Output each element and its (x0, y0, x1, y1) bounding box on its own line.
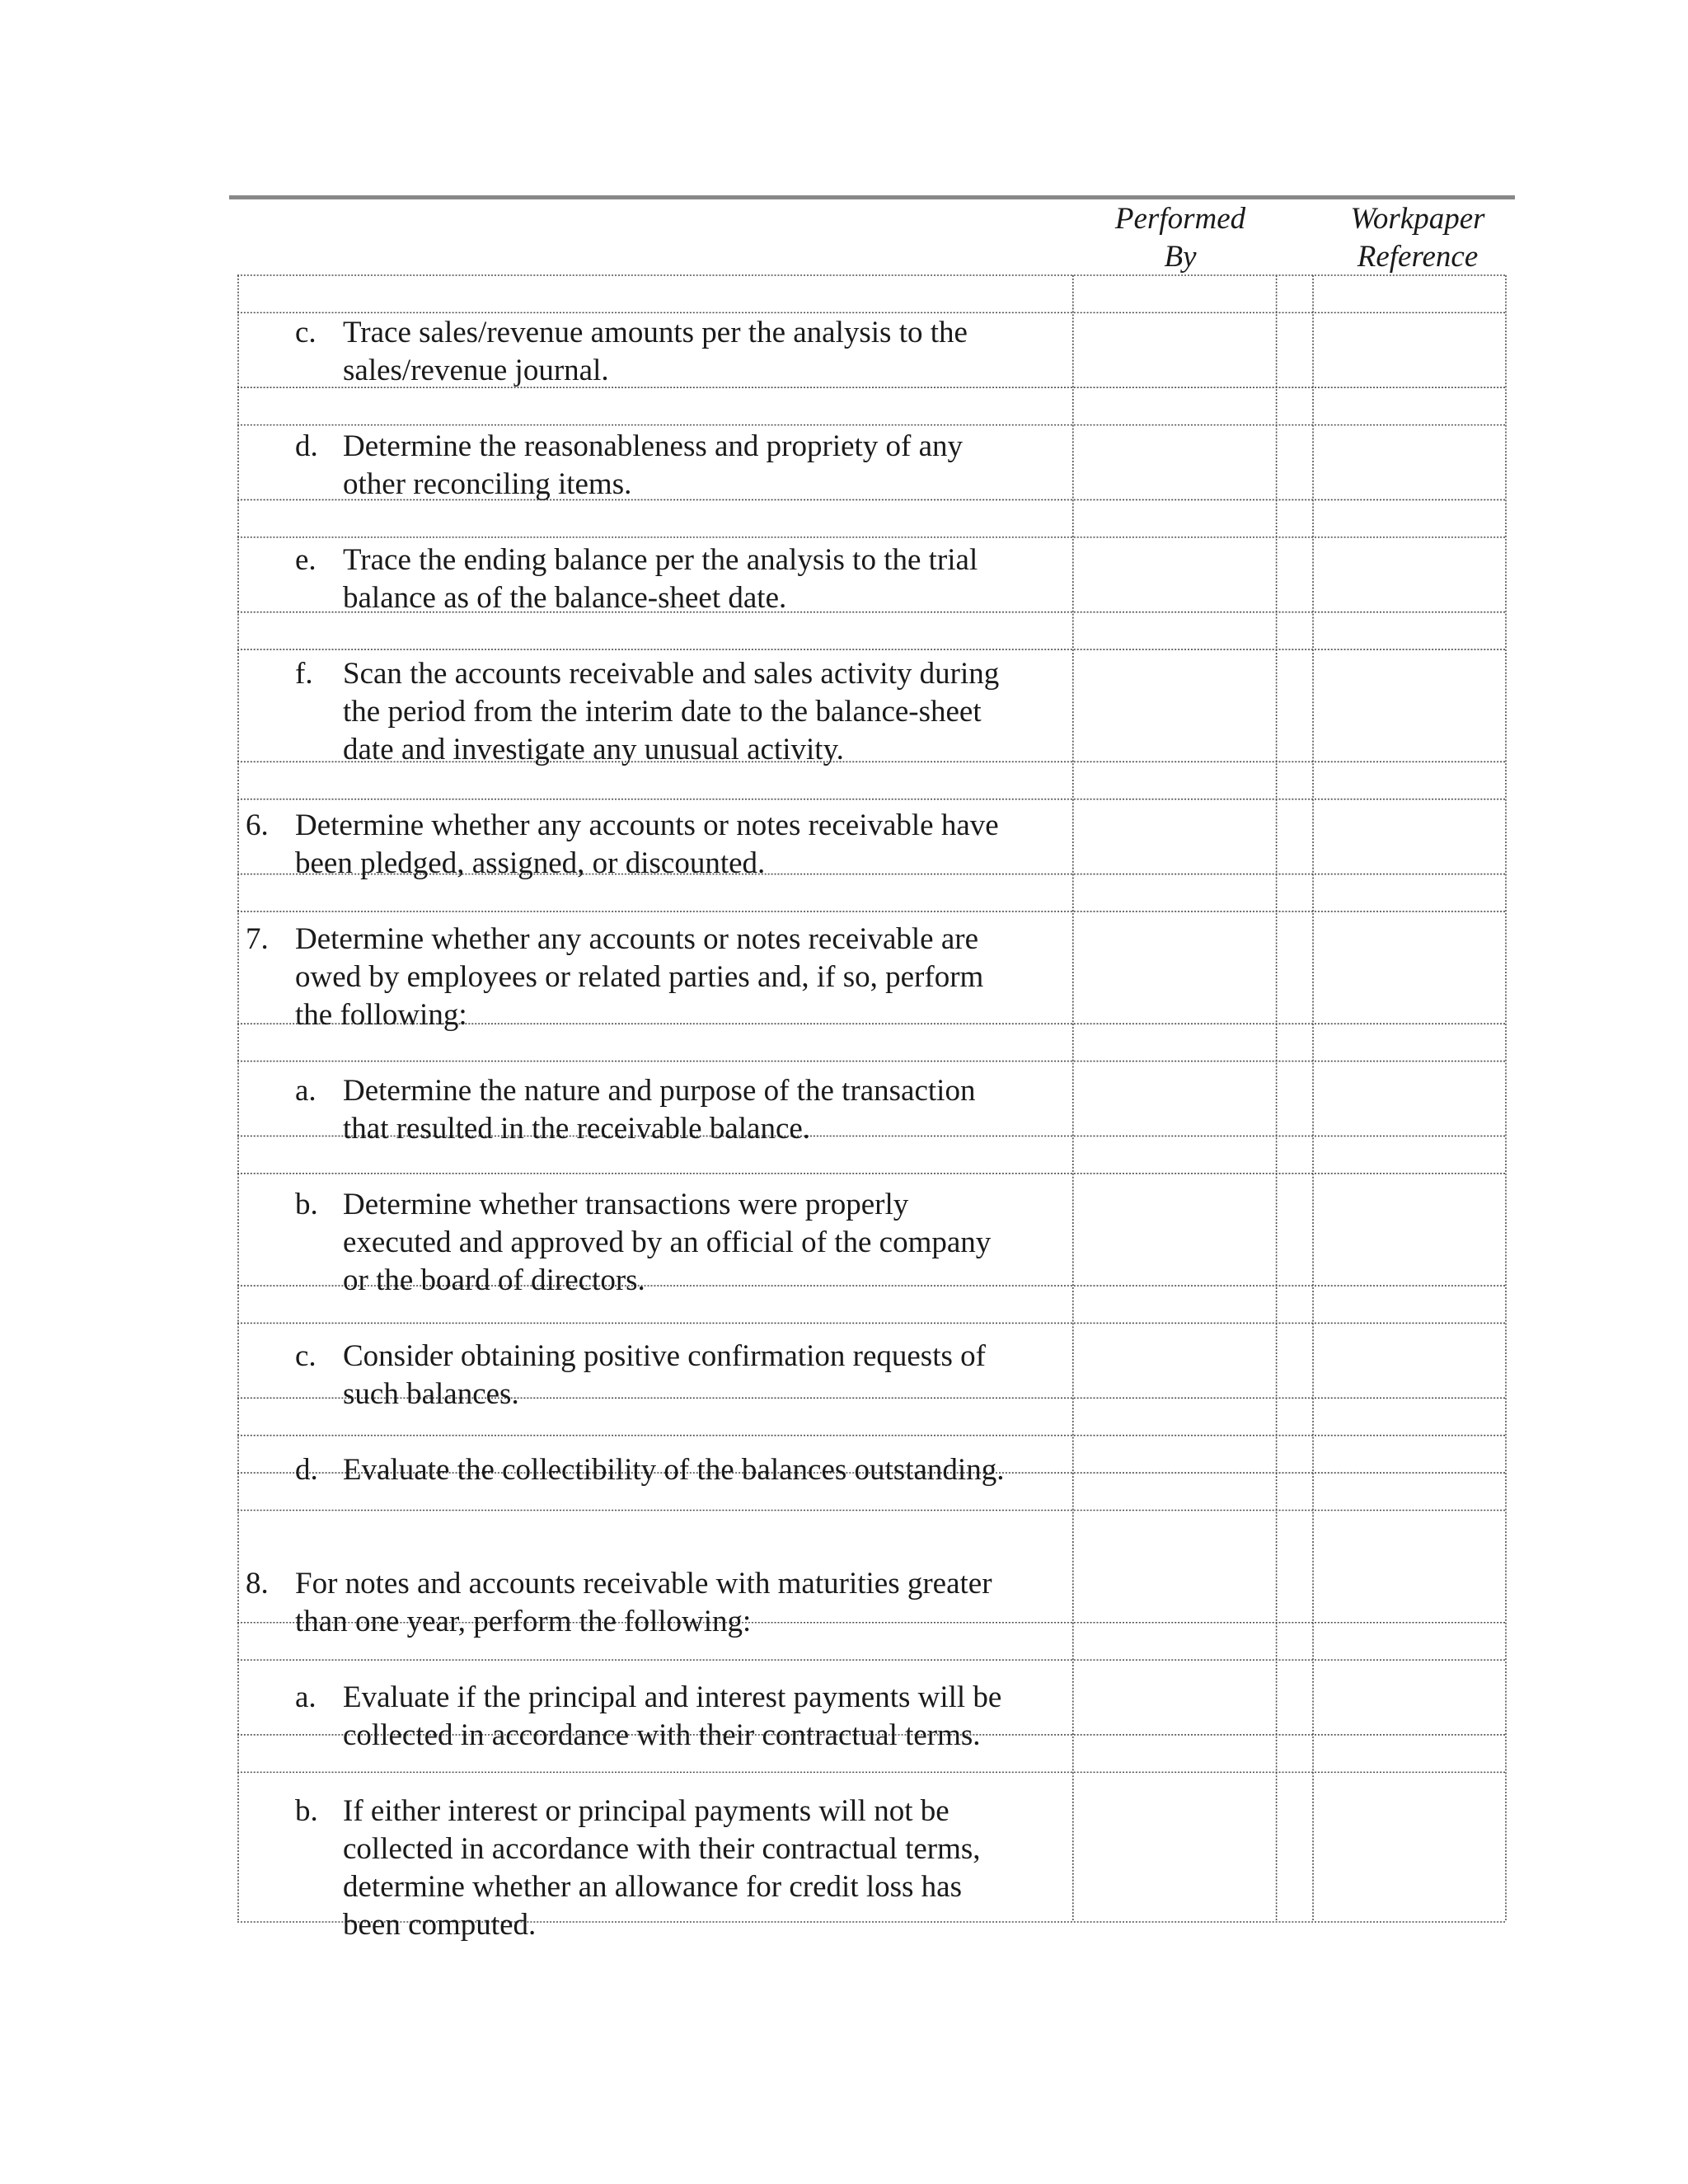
checklist-item-text-line: Determine the nature and purpose of the transaction (343, 1074, 976, 1108)
checklist-item-marker: e. (295, 543, 316, 577)
checklist-item-text-line: For notes and accounts receivable with maturities greater (295, 1567, 992, 1601)
checklist-item (295, 1338, 1070, 1413)
column-header-performed-by-line-2: By (1164, 240, 1197, 274)
checklist-item-marker: 6. (246, 808, 269, 842)
checklist-item-text-line: Determine whether any accounts or notes receivable have (295, 808, 999, 842)
checklist-item-text-line: Evaluate the collectibility of the balances outstanding. (343, 1453, 1005, 1487)
checklist-item-text-line: the following: (295, 998, 467, 1032)
checklist-item-text-line: Trace the ending balance per the analysis to the trial (343, 543, 978, 577)
checklist-item-marker: a. (295, 1074, 316, 1108)
checklist-item-text-line: sales/revenue journal. (343, 354, 609, 387)
column-header-performed-by (1081, 200, 1279, 276)
checklist-item (295, 1793, 1070, 1944)
checklist-rows (229, 274, 1515, 1942)
checklist-item (246, 807, 1070, 883)
checklist-item-text-line: Determine whether any accounts or notes receivable are (295, 922, 979, 956)
column-header-workpaper-reference (1319, 200, 1517, 276)
checklist-item-text-line: date and investigate any unusual activity. (343, 733, 844, 766)
checklist-item-text-line: collected in accordance with their contractual terms. (343, 1718, 981, 1752)
checklist-item-text-line: balance as of the balance-sheet date. (343, 581, 787, 615)
checklist-item-text-line: Trace sales/revenue amounts per the analysis to the (343, 316, 968, 349)
column-header-workpaper-reference-line-1: Workpaper (1350, 202, 1485, 236)
checklist-item-marker: b. (295, 1188, 318, 1221)
checklist-item-marker: b. (295, 1794, 318, 1828)
checklist-item (295, 314, 1070, 390)
checklist-item-marker: a. (295, 1680, 316, 1714)
checklist-item (295, 428, 1070, 504)
checklist-item (246, 921, 1070, 1034)
checklist-item-text-line: the period from the interim date to the balance-sheet (343, 695, 982, 729)
checklist-item (246, 1565, 1070, 1641)
column-header-performed-by-line-1: Performed (1114, 202, 1246, 236)
checklist-item-text-line: Consider obtaining positive confirmation requests of (343, 1339, 986, 1373)
checklist-item-text-line: determine whether an allowance for credit loss has (343, 1870, 963, 1904)
checklist-item-text-line: been pledged, assigned, or discounted. (295, 846, 766, 880)
checklist-item-text-line: Determine the reasonableness and propriety of any (343, 429, 964, 463)
checklist-item-marker: c. (295, 316, 316, 349)
checklist-item (295, 1072, 1070, 1148)
audit-checklist-table (229, 274, 1515, 1942)
checklist-item (295, 541, 1070, 617)
checklist-item-text-line: Scan the accounts receivable and sales activity during (343, 657, 1000, 691)
checklist-item-marker: d. (295, 429, 318, 463)
checklist-item-text-line: that resulted in the receivable balance. (343, 1112, 811, 1146)
checklist-item-marker: 8. (246, 1567, 269, 1601)
checklist-item-marker: d. (295, 1453, 318, 1487)
checklist-item-text-line: collected in accordance with their contractual terms, (343, 1832, 981, 1866)
checklist-item-text-line: Evaluate if the principal and interest payments will be (343, 1680, 1002, 1714)
checklist-item-text-line: or the board of directors. (343, 1263, 645, 1297)
checklist-item-marker: c. (295, 1339, 316, 1373)
checklist-item-text-line: been computed. (343, 1908, 537, 1942)
checklist-item-text-line: Determine whether transactions were properly (343, 1188, 909, 1221)
checklist-item (295, 1186, 1070, 1300)
checklist-item (295, 1679, 1070, 1755)
checklist-item (295, 1451, 1070, 1489)
header-top-rule (229, 195, 1515, 199)
checklist-item-text-line: executed and approved by an official of the company (343, 1226, 992, 1259)
checklist-item-text-line: other reconciling items. (343, 467, 632, 501)
checklist-item-text-line: owed by employees or related parties and, if so, perform (295, 960, 984, 994)
checklist-item-text-line: such balances. (343, 1377, 519, 1411)
checklist-item-text-line: than one year, perform the following: (295, 1605, 752, 1638)
checklist-item-marker: f. (295, 657, 313, 691)
checklist-item-marker: 7. (246, 922, 269, 956)
column-header-workpaper-reference-line-2: Reference (1357, 240, 1479, 274)
checklist-item (295, 655, 1070, 769)
checklist-item-text-line: If either interest or principal payments will not be (343, 1794, 950, 1828)
